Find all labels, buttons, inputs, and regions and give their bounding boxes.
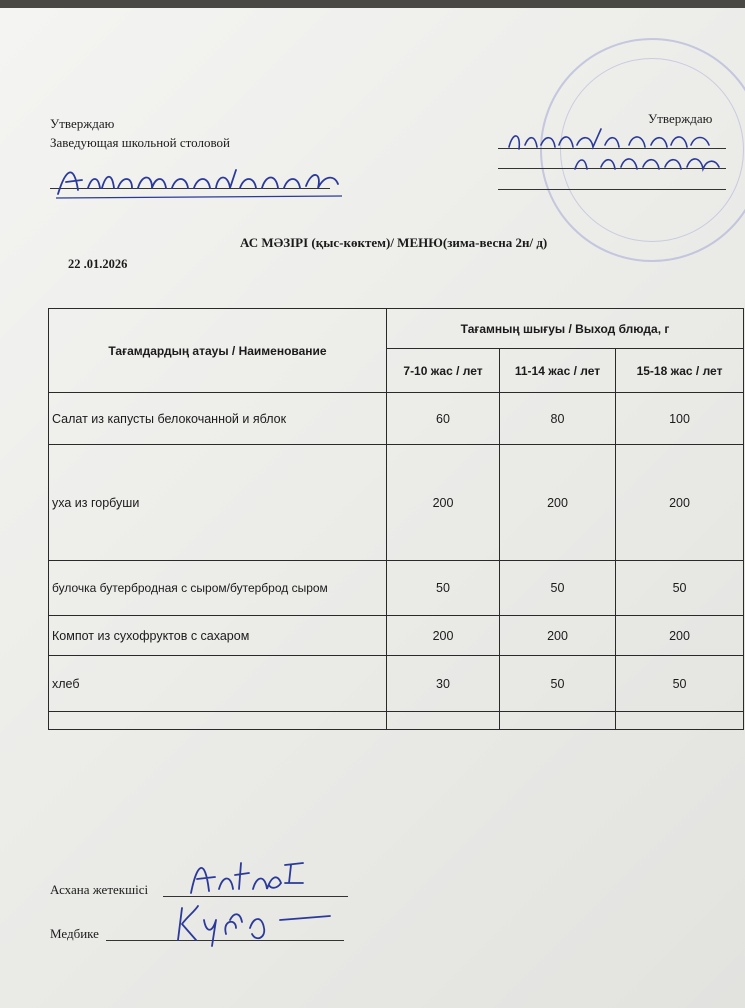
portion-15-18: 200 bbox=[616, 616, 744, 656]
cook-label: Асхана жетекшісі bbox=[50, 882, 149, 897]
menu-title: АС МӘЗІРІ (қыс-көктем)/ МЕНЮ(зима-весна 2н/ д) bbox=[240, 235, 548, 250]
dish-name: Салат из капусты белокочанной и яблок bbox=[49, 393, 387, 445]
table-row bbox=[49, 393, 744, 445]
left-approve-label: Утверждаю bbox=[50, 116, 115, 131]
portion-11-14: 80 bbox=[500, 393, 616, 445]
cook-handwritten-signature bbox=[185, 853, 315, 903]
age-group-header: 11-14 жас / лет bbox=[500, 349, 616, 393]
document-sheet bbox=[0, 8, 745, 1008]
header-dish-name: Тағамдардың атауы / Наименование bbox=[49, 309, 387, 393]
empty-cell bbox=[387, 712, 500, 730]
table-row bbox=[49, 445, 744, 561]
table-row bbox=[49, 656, 744, 712]
portion-7-10: 50 bbox=[387, 561, 500, 616]
photo-background-edge bbox=[0, 0, 745, 8]
right-handwritten-signature bbox=[505, 123, 730, 183]
menu-table bbox=[48, 308, 744, 730]
nurse-label: Медбике bbox=[50, 926, 99, 941]
dish-name: Компот из сухофруктов с сахаром bbox=[49, 616, 387, 656]
table-row bbox=[49, 616, 744, 656]
table-row bbox=[49, 561, 744, 616]
portion-15-18: 100 bbox=[616, 393, 744, 445]
dish-name: уха из горбуши bbox=[49, 445, 387, 561]
empty-cell bbox=[616, 712, 744, 730]
menu-date: 22 .01.2026 bbox=[68, 257, 128, 271]
left-handwritten-signature bbox=[52, 158, 352, 203]
right-signature-line-3 bbox=[498, 189, 726, 190]
portion-7-10: 200 bbox=[387, 616, 500, 656]
right-approve-label: Утверждаю bbox=[648, 111, 713, 126]
portion-7-10: 30 bbox=[387, 656, 500, 712]
portion-7-10: 60 bbox=[387, 393, 500, 445]
nurse-handwritten-signature bbox=[170, 898, 340, 950]
dish-name: хлеб bbox=[49, 656, 387, 712]
portion-7-10: 200 bbox=[387, 445, 500, 561]
portion-15-18: 50 bbox=[616, 656, 744, 712]
age-group-header: 15-18 жас / лет bbox=[616, 349, 744, 393]
header-output: Тағамның шығуы / Выход блюда, г bbox=[387, 309, 744, 349]
age-group-header: 7-10 жас / лет bbox=[387, 349, 500, 393]
portion-15-18: 200 bbox=[616, 445, 744, 561]
portion-11-14: 50 bbox=[500, 561, 616, 616]
empty-cell bbox=[500, 712, 616, 730]
portion-11-14: 200 bbox=[500, 445, 616, 561]
portion-15-18: 50 bbox=[616, 561, 744, 616]
empty-row bbox=[49, 712, 744, 730]
portion-11-14: 50 bbox=[500, 656, 616, 712]
empty-cell bbox=[49, 712, 387, 730]
dish-name: булочка бутербродная с сыром/бутерброд сыром bbox=[49, 561, 387, 616]
portion-11-14: 200 bbox=[500, 616, 616, 656]
left-approve-position: Заведующая школьной столовой bbox=[50, 135, 230, 150]
